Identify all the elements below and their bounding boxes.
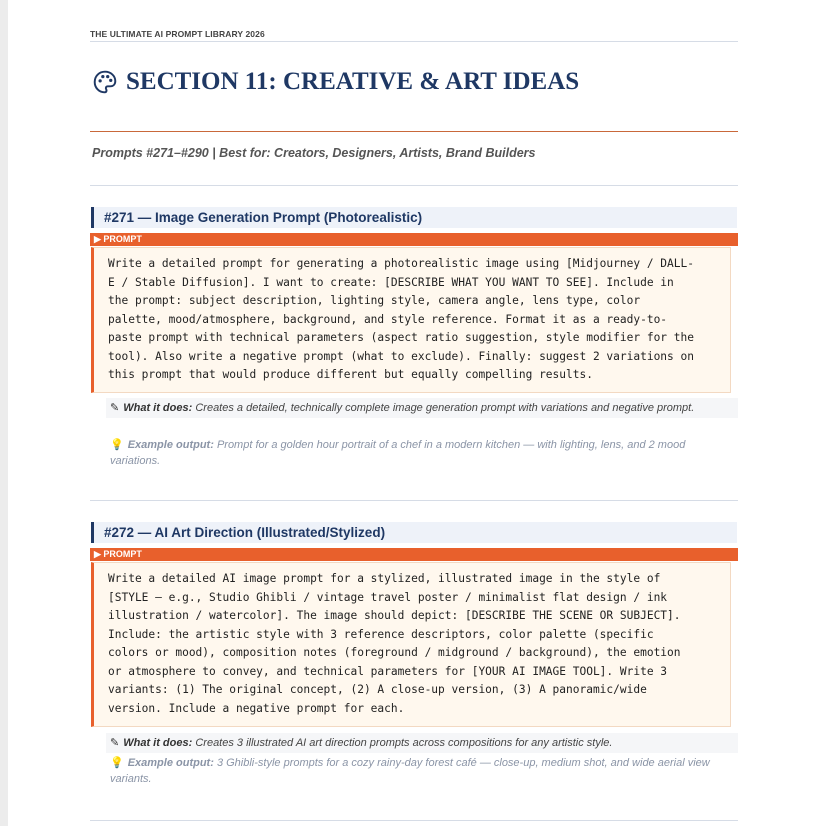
palette-icon [92, 69, 118, 95]
prompt-line: Write a detailed prompt for generating a photorealistic image using [Midjourney / DALL- [108, 257, 694, 270]
pushpin-icon: ✎ [110, 737, 120, 749]
example-output [106, 435, 738, 471]
title-divider [90, 131, 738, 132]
section-title [92, 68, 579, 96]
example-label: Example output: [127, 757, 214, 769]
lightbulb-icon: 💡 [110, 757, 124, 769]
prompt-line: colors or mood), composition notes (foreground / midground / background), the emotion [108, 646, 681, 659]
prompt-line: the prompt: subject description, lighting style, camera angle, lens type, color [108, 294, 641, 307]
prompt-line: or atmosphere to convey, and technical parameters for [YOUR AI IMAGE TOOL]. Write 3 [108, 664, 668, 678]
prompt-text-box[interactable] [91, 247, 731, 393]
lightbulb-icon: 💡 [110, 439, 124, 451]
prompt-line: Write a detailed AI image prompt for a stylized, illustrated image in the style of [108, 572, 661, 585]
prompt-line: E / Stable Diffusion]. I want to create: [DESCRIBE WHAT YOU WANT TO SEE]. Include in [108, 275, 674, 289]
section-title-text: SECTION 11: CREATIVE & ART IDEAS [126, 68, 580, 95]
example-text: Prompt for a golden hour portrait of a chef in a modern kitchen — with lighting, lens, and 2 mood variations. [110, 439, 686, 467]
prompt-line: Include: the artistic style with 3 reference descriptors, color palette (specific [108, 627, 654, 641]
prompt-label-bar [90, 548, 738, 561]
header-divider [90, 41, 738, 42]
prompt-label: PROMPT [103, 234, 142, 244]
what-it-does [106, 733, 738, 753]
prompt-line: [STYLE — e.g., Studio Ghibli / vintage travel poster / minimalist flat design / ink [108, 590, 668, 604]
what-it-does [106, 398, 738, 418]
prompt-line: version. Include a negative prompt for each. [108, 701, 405, 715]
pushpin-icon: ✎ [110, 402, 120, 414]
prompt-label-bar [90, 233, 738, 246]
what-label: What it does: [123, 402, 193, 414]
viewer-margin [0, 0, 8, 826]
running-header: THE ULTIMATE AI PROMPT LIBRARY 2026 [90, 29, 265, 39]
example-output [106, 753, 738, 789]
subtitle-divider [90, 185, 738, 186]
prompt-label: PROMPT [103, 549, 142, 559]
section-divider [90, 500, 738, 501]
prompt-line: variants: (1) The original concept, (2) A close-up version, (3) A panoramic/wide [108, 683, 647, 696]
prompt-line: illustration / watercolor]. The image should depict: [DESCRIBE THE SCENE OR SUBJECT]. [108, 609, 681, 622]
prompt-heading: #271 — Image Generation Prompt (Photorealistic) [91, 207, 737, 228]
section-divider [90, 820, 738, 821]
prompt-line: paste prompt with technical parameters (aspect ratio suggestion, style modifier for the [108, 331, 694, 344]
play-icon: ▶ [94, 234, 104, 244]
example-text: 3 Ghibli-style prompts for a cozy rainy-day forest café — close-up, medium shot, and wide aerial view variants. [110, 757, 710, 785]
example-label: Example output: [127, 439, 214, 451]
prompt-line: palette, mood/atmosphere, background, and style reference. Format it as a ready-to- [108, 312, 668, 326]
what-label: What it does: [123, 737, 193, 749]
section-subtitle: Prompts #271–#290 | Best for: Creators, Designers, Artists, Brand Builders [92, 146, 536, 160]
what-text: Creates a detailed, technically complete image generation prompt with variations and negative prompt. [195, 402, 695, 414]
prompt-line: tool). Also write a negative prompt (what to exclude). Finally: suggest 2 variations on [108, 349, 694, 363]
prompt-text-box[interactable] [91, 562, 731, 727]
prompt-line: this prompt that would produce different but equally compelling results. [108, 368, 593, 381]
play-icon: ▶ [94, 549, 104, 559]
what-text: Creates 3 illustrated AI art direction prompts across compositions for any artistic style. [195, 737, 613, 749]
prompt-heading: #272 — AI Art Direction (Illustrated/Stylized) [91, 522, 737, 543]
